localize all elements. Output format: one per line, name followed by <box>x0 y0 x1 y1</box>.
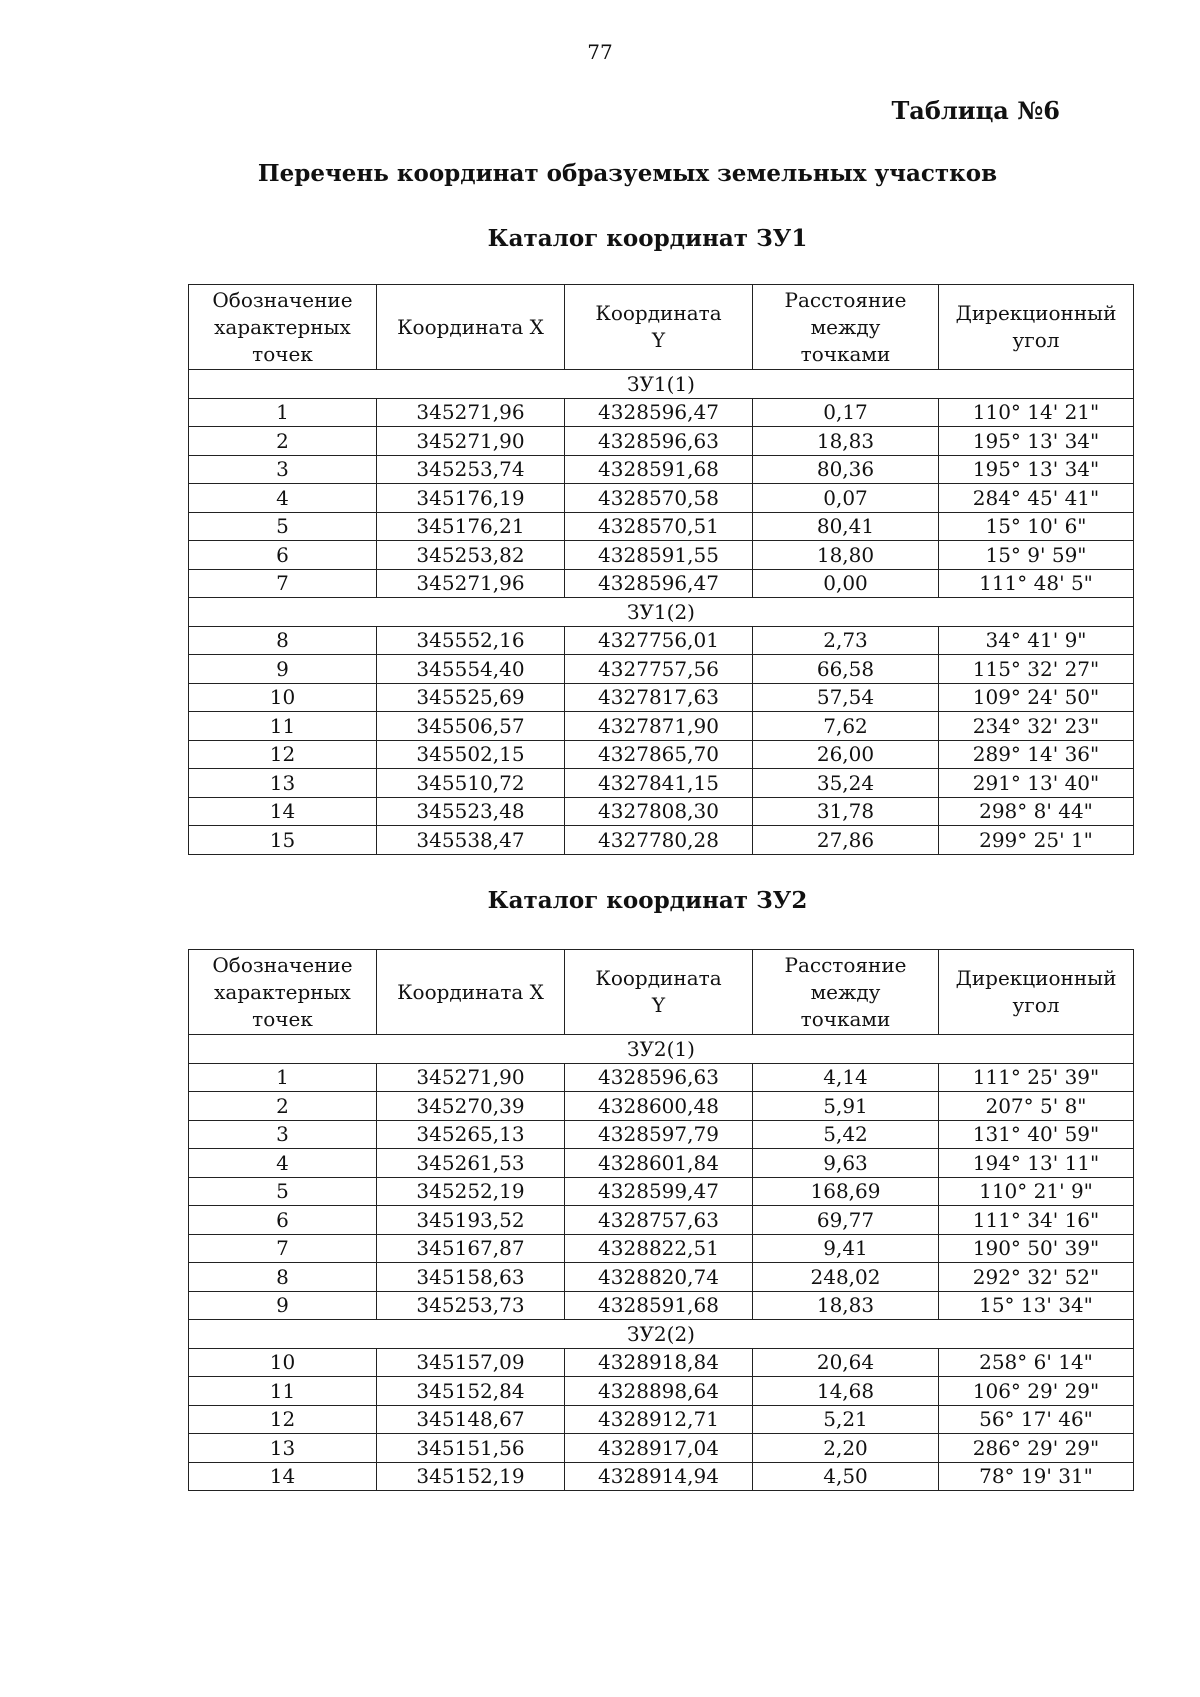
direction-angle: 110° 14' 21" <box>939 398 1134 427</box>
table-row <box>189 712 1134 741</box>
section-row <box>189 370 1134 399</box>
distance: 0,00 <box>753 569 939 598</box>
direction-angle: 106° 29' 29" <box>939 1377 1134 1406</box>
table-row <box>189 484 1134 513</box>
coord-x: 345510,72 <box>377 769 565 798</box>
table-header-row <box>189 285 1134 370</box>
direction-angle: 299° 25' 1" <box>939 826 1134 855</box>
section-label: ЗУ2(2) <box>189 1320 1134 1349</box>
table-row <box>189 512 1134 541</box>
point-number: 12 <box>189 1405 377 1434</box>
coord-y: 4328596,47 <box>565 398 753 427</box>
coord-x: 345261,53 <box>377 1149 565 1178</box>
direction-angle: 284° 45' 41" <box>939 484 1134 513</box>
direction-angle: 109° 24' 50" <box>939 683 1134 712</box>
coordinates-table-zu1 <box>188 284 1134 855</box>
header-angle: Дирекционный угол <box>939 285 1134 370</box>
distance: 5,91 <box>753 1092 939 1121</box>
header-coord-y: Координата Y <box>565 285 753 370</box>
coord-x: 345151,56 <box>377 1434 565 1463</box>
coord-y: 4328757,63 <box>565 1206 753 1235</box>
table-row <box>189 683 1134 712</box>
distance: 4,14 <box>753 1063 939 1092</box>
point-number: 4 <box>189 484 377 513</box>
coord-x: 345523,48 <box>377 797 565 826</box>
direction-angle: 289° 14' 36" <box>939 740 1134 769</box>
coord-x: 345252,19 <box>377 1177 565 1206</box>
point-number: 5 <box>189 1177 377 1206</box>
coord-y: 4327780,28 <box>565 826 753 855</box>
point-number: 7 <box>189 1234 377 1263</box>
table-row <box>189 398 1134 427</box>
header-distance: Расстояние между точками <box>753 950 939 1035</box>
coord-y: 4328917,04 <box>565 1434 753 1463</box>
direction-angle: 111° 48' 5" <box>939 569 1134 598</box>
coord-y: 4327756,01 <box>565 626 753 655</box>
distance: 26,00 <box>753 740 939 769</box>
direction-angle: 234° 32' 23" <box>939 712 1134 741</box>
point-number: 11 <box>189 1377 377 1406</box>
coord-y: 4328898,64 <box>565 1377 753 1406</box>
page-number: 77 <box>587 40 613 64</box>
coord-x: 345253,73 <box>377 1291 565 1320</box>
section-row <box>189 1320 1134 1349</box>
direction-angle: 298° 8' 44" <box>939 797 1134 826</box>
header-coord-y: Координата Y <box>565 950 753 1035</box>
coord-x: 345271,96 <box>377 569 565 598</box>
distance: 7,62 <box>753 712 939 741</box>
coord-y: 4328599,47 <box>565 1177 753 1206</box>
distance: 5,21 <box>753 1405 939 1434</box>
coord-y: 4328822,51 <box>565 1234 753 1263</box>
coord-y: 4328591,55 <box>565 541 753 570</box>
coord-x: 345538,47 <box>377 826 565 855</box>
coord-x: 345271,90 <box>377 1063 565 1092</box>
point-number: 13 <box>189 1434 377 1463</box>
direction-angle: 15° 13' 34" <box>939 1291 1134 1320</box>
table-row <box>189 541 1134 570</box>
point-number: 1 <box>189 1063 377 1092</box>
coord-y: 4328918,84 <box>565 1348 753 1377</box>
coord-x: 345167,87 <box>377 1234 565 1263</box>
header-point: Обозначение характерных точек <box>189 285 377 370</box>
point-number: 1 <box>189 398 377 427</box>
coord-x: 345270,39 <box>377 1092 565 1121</box>
table-row <box>189 769 1134 798</box>
table-row <box>189 1348 1134 1377</box>
point-number: 7 <box>189 569 377 598</box>
header-coord-x: Координата X <box>377 285 565 370</box>
coord-x: 345158,63 <box>377 1263 565 1292</box>
coord-x: 345265,13 <box>377 1120 565 1149</box>
distance: 5,42 <box>753 1120 939 1149</box>
coord-x: 345554,40 <box>377 655 565 684</box>
direction-angle: 110° 21' 9" <box>939 1177 1134 1206</box>
table-row <box>189 1377 1134 1406</box>
point-number: 3 <box>189 1120 377 1149</box>
direction-angle: 56° 17' 46" <box>939 1405 1134 1434</box>
direction-angle: 131° 40' 59" <box>939 1120 1134 1149</box>
point-number: 13 <box>189 769 377 798</box>
distance: 35,24 <box>753 769 939 798</box>
point-number: 15 <box>189 826 377 855</box>
direction-angle: 78° 19' 31" <box>939 1462 1134 1491</box>
point-number: 12 <box>189 740 377 769</box>
coord-y: 4328596,47 <box>565 569 753 598</box>
distance: 2,73 <box>753 626 939 655</box>
table-row <box>189 1063 1134 1092</box>
coord-x: 345176,19 <box>377 484 565 513</box>
coordinates-table-zu2 <box>188 949 1134 1491</box>
coord-y: 4327817,63 <box>565 683 753 712</box>
distance: 31,78 <box>753 797 939 826</box>
distance: 18,83 <box>753 427 939 456</box>
coord-y: 4328591,68 <box>565 1291 753 1320</box>
coord-y: 4328570,51 <box>565 512 753 541</box>
distance: 9,63 <box>753 1149 939 1178</box>
table-row <box>189 1120 1134 1149</box>
coord-x: 345193,52 <box>377 1206 565 1235</box>
direction-angle: 190° 50' 39" <box>939 1234 1134 1263</box>
coord-y: 4328912,71 <box>565 1405 753 1434</box>
section-label: ЗУ2(1) <box>189 1035 1134 1064</box>
distance: 14,68 <box>753 1377 939 1406</box>
coord-y: 4327808,30 <box>565 797 753 826</box>
coord-x: 345152,84 <box>377 1377 565 1406</box>
table-row <box>189 1462 1134 1491</box>
direction-angle: 194° 13' 11" <box>939 1149 1134 1178</box>
coord-x: 345525,69 <box>377 683 565 712</box>
distance: 80,41 <box>753 512 939 541</box>
direction-angle: 195° 13' 34" <box>939 455 1134 484</box>
coord-x: 345552,16 <box>377 626 565 655</box>
coord-x: 345271,90 <box>377 427 565 456</box>
point-number: 6 <box>189 1206 377 1235</box>
coord-y: 4328597,79 <box>565 1120 753 1149</box>
point-number: 8 <box>189 626 377 655</box>
table-row <box>189 1092 1134 1121</box>
coord-y: 4328596,63 <box>565 1063 753 1092</box>
distance: 80,36 <box>753 455 939 484</box>
distance: 57,54 <box>753 683 939 712</box>
point-number: 2 <box>189 1092 377 1121</box>
coord-y: 4327865,70 <box>565 740 753 769</box>
coord-x: 345152,19 <box>377 1462 565 1491</box>
coord-y: 4327841,15 <box>565 769 753 798</box>
coord-x: 345253,82 <box>377 541 565 570</box>
coord-x: 345157,09 <box>377 1348 565 1377</box>
direction-angle: 111° 34' 16" <box>939 1206 1134 1235</box>
direction-angle: 258° 6' 14" <box>939 1348 1134 1377</box>
coord-x: 345506,57 <box>377 712 565 741</box>
table-row <box>189 1206 1134 1235</box>
table-row <box>189 1434 1134 1463</box>
catalog-title-zu1: Каталог координат ЗУ1 <box>487 225 808 252</box>
coord-y: 4328600,48 <box>565 1092 753 1121</box>
point-number: 10 <box>189 683 377 712</box>
direction-angle: 291° 13' 40" <box>939 769 1134 798</box>
direction-angle: 286° 29' 29" <box>939 1434 1134 1463</box>
distance: 18,80 <box>753 541 939 570</box>
header-angle: Дирекционный угол <box>939 950 1134 1035</box>
distance: 9,41 <box>753 1234 939 1263</box>
distance: 168,69 <box>753 1177 939 1206</box>
direction-angle: 115° 32' 27" <box>939 655 1134 684</box>
point-number: 8 <box>189 1263 377 1292</box>
table-header-row <box>189 950 1134 1035</box>
distance: 4,50 <box>753 1462 939 1491</box>
direction-angle: 34° 41' 9" <box>939 626 1134 655</box>
table-row <box>189 797 1134 826</box>
catalog-title-zu2: Каталог координат ЗУ2 <box>487 887 808 914</box>
table-row <box>189 826 1134 855</box>
coord-y: 4328601,84 <box>565 1149 753 1178</box>
distance: 27,86 <box>753 826 939 855</box>
table-row <box>189 1405 1134 1434</box>
table-row <box>189 1149 1134 1178</box>
header-point: Обозначение характерных точек <box>189 950 377 1035</box>
page-title: Перечень координат образуемых земельных участков <box>257 160 998 187</box>
header-distance: Расстояние между точками <box>753 285 939 370</box>
point-number: 10 <box>189 1348 377 1377</box>
section-label: ЗУ1(2) <box>189 598 1134 627</box>
section-label: ЗУ1(1) <box>189 370 1134 399</box>
table-row <box>189 455 1134 484</box>
direction-angle: 15° 10' 6" <box>939 512 1134 541</box>
table-row <box>189 1234 1134 1263</box>
point-number: 14 <box>189 797 377 826</box>
table-row <box>189 1263 1134 1292</box>
distance: 0,07 <box>753 484 939 513</box>
point-number: 14 <box>189 1462 377 1491</box>
table-row <box>189 740 1134 769</box>
coord-x: 345253,74 <box>377 455 565 484</box>
point-number: 3 <box>189 455 377 484</box>
distance: 248,02 <box>753 1263 939 1292</box>
direction-angle: 195° 13' 34" <box>939 427 1134 456</box>
table-label: Таблица №6 <box>891 96 1060 125</box>
distance: 18,83 <box>753 1291 939 1320</box>
coord-y: 4328914,94 <box>565 1462 753 1491</box>
distance: 20,64 <box>753 1348 939 1377</box>
point-number: 2 <box>189 427 377 456</box>
direction-angle: 111° 25' 39" <box>939 1063 1134 1092</box>
coord-y: 4328820,74 <box>565 1263 753 1292</box>
distance: 66,58 <box>753 655 939 684</box>
coord-y: 4327871,90 <box>565 712 753 741</box>
distance: 69,77 <box>753 1206 939 1235</box>
coord-x: 345176,21 <box>377 512 565 541</box>
section-row <box>189 1035 1134 1064</box>
coord-y: 4328591,68 <box>565 455 753 484</box>
table-row <box>189 1177 1134 1206</box>
header-coord-x: Координата X <box>377 950 565 1035</box>
direction-angle: 292° 32' 52" <box>939 1263 1134 1292</box>
point-number: 9 <box>189 655 377 684</box>
point-number: 4 <box>189 1149 377 1178</box>
coord-x: 345271,96 <box>377 398 565 427</box>
distance: 0,17 <box>753 398 939 427</box>
coord-y: 4328596,63 <box>565 427 753 456</box>
table-row <box>189 1291 1134 1320</box>
table-row <box>189 569 1134 598</box>
coord-y: 4327757,56 <box>565 655 753 684</box>
table-row <box>189 626 1134 655</box>
point-number: 5 <box>189 512 377 541</box>
table-row <box>189 427 1134 456</box>
point-number: 6 <box>189 541 377 570</box>
direction-angle: 15° 9' 59" <box>939 541 1134 570</box>
table-row <box>189 655 1134 684</box>
distance: 2,20 <box>753 1434 939 1463</box>
direction-angle: 207° 5' 8" <box>939 1092 1134 1121</box>
point-number: 9 <box>189 1291 377 1320</box>
coord-y: 4328570,58 <box>565 484 753 513</box>
coord-x: 345148,67 <box>377 1405 565 1434</box>
coord-x: 345502,15 <box>377 740 565 769</box>
point-number: 11 <box>189 712 377 741</box>
section-row <box>189 598 1134 627</box>
